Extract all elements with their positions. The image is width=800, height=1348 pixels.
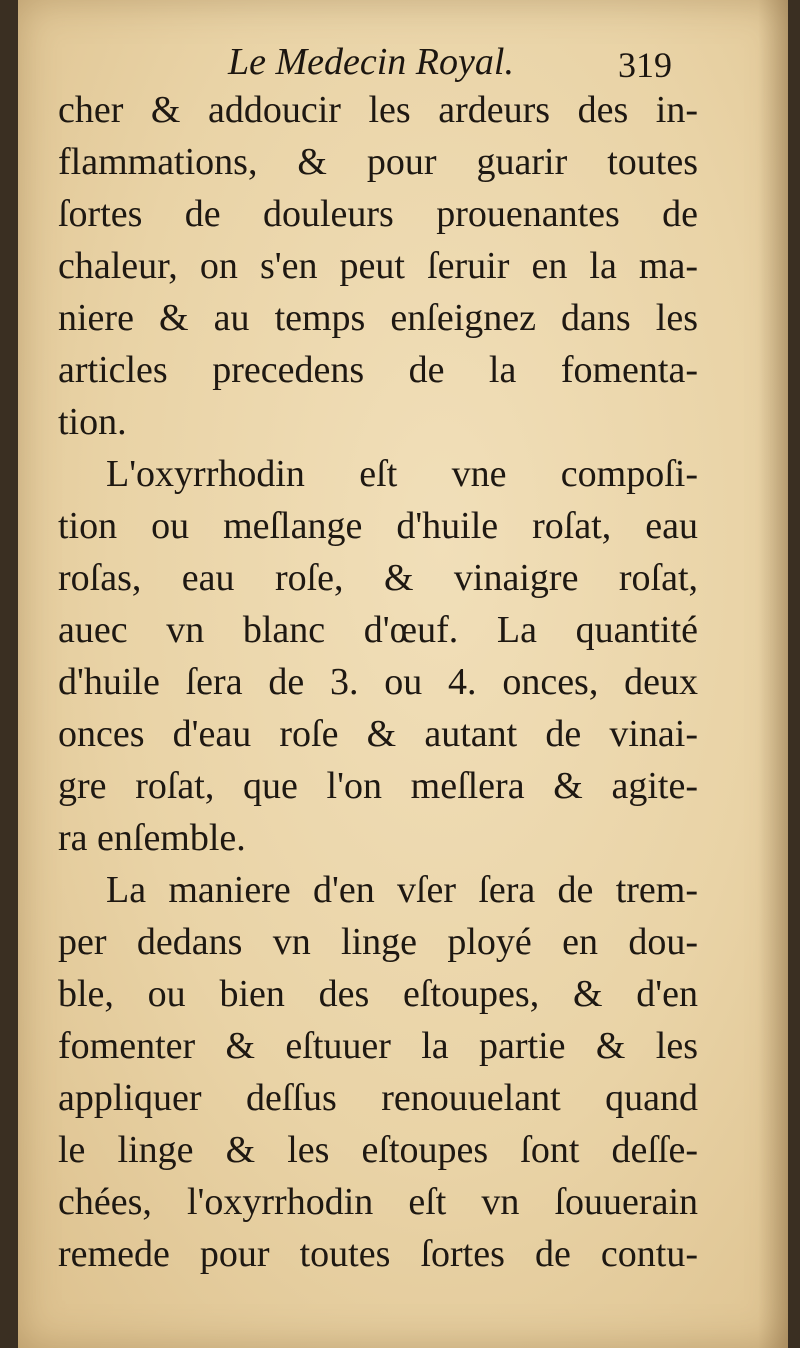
text-line: L'oxyrrhodin eſt vne compoſi- xyxy=(106,453,698,495)
text-line: ra enſemble. xyxy=(58,817,246,859)
paragraph-2 xyxy=(58,448,698,864)
running-title: Le Medecin Royal. xyxy=(228,41,514,83)
page-number: 319 xyxy=(618,45,672,85)
text-line: chées, l'oxyrrhodin eſt vn ſouuerain xyxy=(58,1181,698,1223)
text-line: roſas, eau roſe, & vinaigre roſat, xyxy=(58,557,698,599)
text-line: le linge & les eſtoupes ſont deſſe- xyxy=(58,1129,698,1171)
text-line: ſortes de douleurs prouenantes de xyxy=(58,193,698,235)
text-line: La maniere d'en vſer ſera de trem- xyxy=(106,869,698,911)
text-line: flammations, & pour guarir toutes xyxy=(58,141,698,183)
text-line: per dedans vn linge ployé en dou- xyxy=(58,921,698,963)
paragraph-1 xyxy=(58,84,698,448)
text-line: cher & addoucir les ardeurs des in- xyxy=(58,89,698,131)
text-line: tion ou meſlange d'huile roſat, eau xyxy=(58,505,698,547)
text-line: remede pour toutes ſortes de contu- xyxy=(58,1233,698,1275)
text-line: ble, ou bien des eſtoupes, & d'en xyxy=(58,973,698,1015)
text-line: auec vn blanc d'œuf. La quantité xyxy=(58,609,698,651)
text-line: chaleur, on s'en peut ſeruir en la ma- xyxy=(58,245,698,287)
text-line: appliquer deſſus renouuelant quand xyxy=(58,1077,698,1119)
paragraph-3 xyxy=(58,864,698,1280)
text-line: d'huile ſera de 3. ou 4. onces, deux xyxy=(58,661,698,703)
text-line: onces d'eau roſe & autant de vinai- xyxy=(58,713,698,755)
body-text xyxy=(58,84,698,1280)
text-line: fomenter & eſtuuer la partie & les xyxy=(58,1025,698,1067)
text-line: tion. xyxy=(58,401,127,443)
text-line: gre roſat, que l'on meſlera & agite- xyxy=(58,765,698,807)
text-line: niere & au temps enſeignez dans les xyxy=(58,297,698,339)
page-header xyxy=(18,40,788,90)
book-page xyxy=(18,0,788,1348)
text-line: articles precedens de la fomenta- xyxy=(58,349,698,391)
